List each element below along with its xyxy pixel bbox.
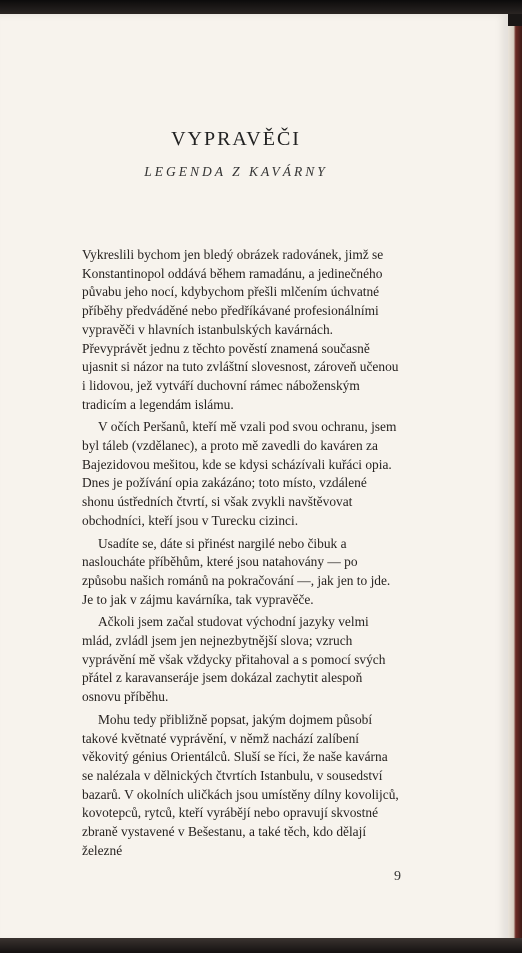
chapter-title: VYPRAVĚČI xyxy=(171,128,301,150)
paragraph: Mohu tedy přibližně popsat, jakým dojmem působí takové květnaté vyprávění, v němž nachází zalíbení věkovitý génius Orientálců. Sluší se říci, že naše kavárna se nalézala v dělnických čtvrtích Istanbulu, v sousedství bazarů. V okolních uličkách jsou umístěny dílny kovolijců, kovotepců, rytců, kteří vyrábějí nebo opravují skvostné zbraně vystavené v Bešestanu, a také těch, kdo dělají železné xyxy=(82,711,399,858)
body-text xyxy=(82,246,400,865)
scan-bottom-border xyxy=(0,938,522,953)
scan-top-border xyxy=(0,0,522,14)
page-number: 9 xyxy=(394,869,401,884)
paragraph: Ačkoli jsem začal studovat východní jazyky velmi mlád, zvládl jsem jen nejnezbytnější slova; vzruch vyprávění mě však vždycky přitahoval a s pomocí svých přátel z karavanseráje jsem dokázal zachytit alespoň osnovu příběhu. xyxy=(82,614,386,705)
paragraph: Vykreslili bychom jen bledý obrázek radovánek, jimž se Konstantinopol oddává během ramadánu, a jedinečného půvabu jeho nocí, kdybychom přešli mlčením úchvatné příběhy předváděné nebo předříkávané profesionálními vypravěči v hlavních istanbulských kavárnách. Převyprávět jednu z těchto pověstí znamená současně ujasnit si názor na tuto zvláštní slovesnost, zároveň učenou i lidovou, jež vytváří duchovní rámec náboženským tradicím a legendám islámu. xyxy=(82,247,399,412)
chapter-subtitle: LEGENDA Z KAVÁRNY xyxy=(144,164,328,179)
paragraph: V očích Peršanů, kteří mě vzali pod svou ochranu, jsem byl táleb (vzdělanec), a proto mě zavedli do kaváren za Bajezidovou mešitou, kde se kdysi scházívali kuřáci opia. Dnes je požívání opia zakázáno; toto místo, vzdálené shonu ústředních čtvrtí, si však zvykli navštěvovat obchodníci, kteří jsou v Turecku cizinci. xyxy=(82,419,397,528)
paragraph: Usadíte se, dáte si přinést nargilé nebo čibuk a nasloucháte příběhům, které jsou natahovány — po způsobu našich románů na pokračování —, jak jen to jde. Je to jak v zájmu kavárníka, tak vypravěče. xyxy=(82,535,391,607)
book-page xyxy=(0,14,508,942)
book-spine-edge xyxy=(508,26,522,942)
